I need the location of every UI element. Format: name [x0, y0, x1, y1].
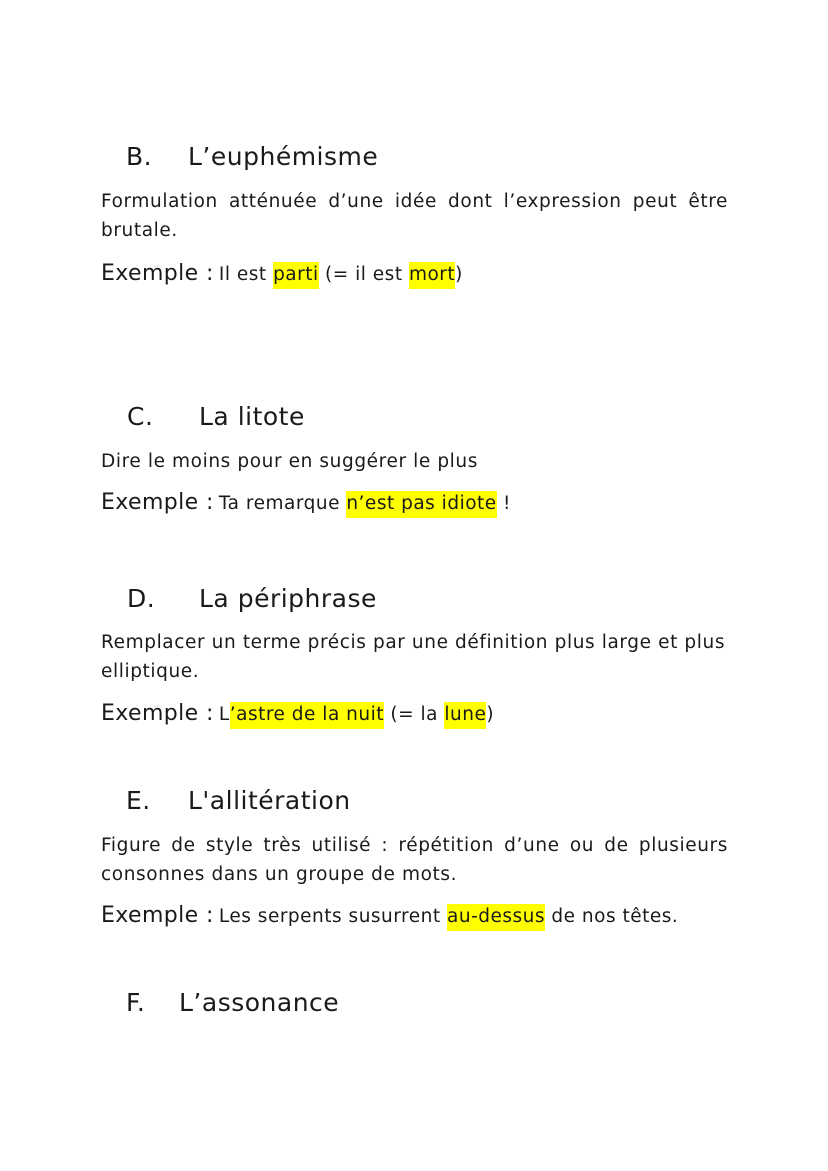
section-definition: Dire le moins pour en suggérer le plus	[101, 451, 478, 472]
example-label: Exemple :	[101, 490, 214, 515]
highlighted-phrase: n’est pas idiote	[346, 491, 496, 518]
example-label: Exemple :	[101, 701, 214, 726]
section-title: La périphrase	[199, 584, 377, 613]
section-letter: E.	[126, 786, 151, 815]
section-letter: D.	[127, 584, 156, 613]
section-example	[101, 488, 511, 519]
example-label: Exemple :	[101, 903, 214, 928]
section-title: La litote	[199, 402, 305, 431]
section-title: L’euphémisme	[188, 142, 379, 171]
highlighted-word: lune	[444, 702, 486, 729]
section-letter: F.	[126, 988, 146, 1017]
section-title: L’assonance	[179, 988, 340, 1017]
section-letter: C.	[127, 402, 154, 431]
example-text: Il est parti (= il est mort)	[219, 262, 463, 289]
section-definition: Remplacer un terme précis par une définition plus large et plus elliptique.	[101, 632, 726, 682]
section-example	[101, 699, 494, 730]
section-title: L'allitération	[188, 786, 351, 815]
section-definition: Formulation atténuée d’une idée dont l’expression peut être brutale.	[101, 191, 728, 241]
highlighted-word: au-dessus	[447, 904, 545, 931]
example-text: Les serpents susurrent au-dessus de nos têtes.	[219, 904, 678, 931]
example-label: Exemple :	[101, 261, 214, 286]
highlighted-word: parti	[273, 262, 319, 289]
highlighted-word: mort	[409, 262, 455, 289]
example-text: Ta remarque n’est pas idiote !	[219, 491, 511, 518]
section-example	[101, 901, 678, 932]
example-text: L’astre de la nuit (= la lune)	[219, 702, 494, 729]
section-example	[101, 259, 463, 290]
highlighted-phrase: ’astre de la nuit	[230, 702, 384, 729]
section-definition: Figure de style très utilisé : répétition d’une ou de plusieurs consonnes dans un groupe de mots.	[101, 835, 728, 885]
section-letter: B.	[126, 142, 153, 171]
